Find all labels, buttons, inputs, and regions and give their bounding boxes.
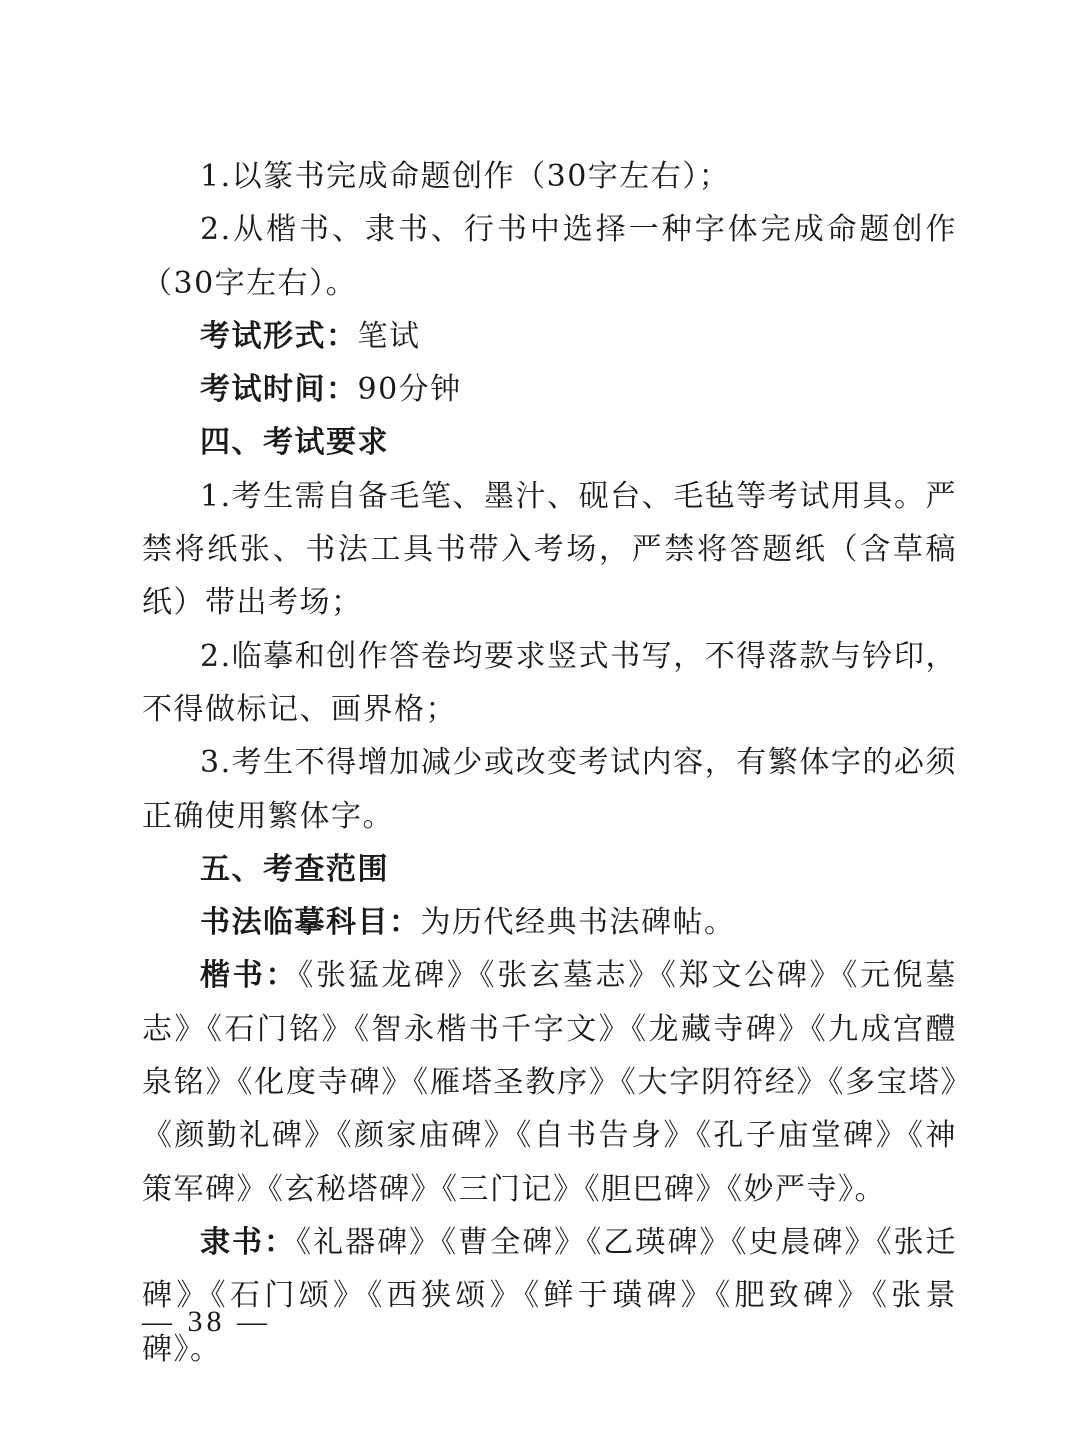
paragraph-exam-format: 考试形式：笔试 [200, 318, 421, 354]
page-number: — 38 — [142, 1305, 271, 1338]
document-body [142, 150, 957, 1376]
paragraph-exam-duration: 考试时间：90分钟 [200, 372, 462, 408]
paragraph-requirement-3: 3.考生不得增加减少或改变考试内容，有繁体字的必须正确使用繁体字。 [142, 745, 957, 834]
paragraph-requirement-1: 1.考生需自备毛笔、墨汁、砚台、毛毡等考试用具。严禁将纸张、书法工具书带入考场，严禁将答题纸（含草稿纸）带出考场； [142, 478, 957, 621]
paragraph-seal-script-task: 1.以篆书完成命题创作（30字左右）； [200, 159, 731, 194]
paragraph-chosen-script-task: 2.从楷书、隶书、行书中选择一种字体完成命题创作（30字左右）。 [142, 212, 957, 301]
paragraph-clerical-script-list: 隶书：《礼器碑》《曹全碑》《乙瑛碑》《史晨碑》《张迁碑》《石门颂》《西狭颂》《鲜于璜碑》《肥致碑》《张景碑》。 [142, 1224, 958, 1367]
paragraph-copying-subject: 书法临摹科目：为历代经典书法碑帖。 [200, 905, 736, 941]
section-heading-exam-requirements: 四、考试要求 [200, 425, 389, 461]
section-heading-exam-scope: 五、考查范围 [200, 851, 389, 887]
paragraph-requirement-2: 2.临摹和创作答卷均要求竖式书写，不得落款与钤印，不得做标记、画界格； [142, 638, 957, 727]
paragraph-regular-script-list: 楷书：《张猛龙碑》《张玄墓志》《郑文公碑》《元倪墓志》《石门铭》《智永楷书千字文》《龙藏寺碑》《九成宫醴泉铭》《化度寺碑》《雁塔圣教序》《大字阴符经》《多宝塔》《颜勤礼碑》《颜家庙碑》《自书告身》《孔子庙堂碑》《神策军碑》《玄秘塔碑》《三门记》《胆巴碑》《妙严寺》。 [142, 958, 957, 1207]
